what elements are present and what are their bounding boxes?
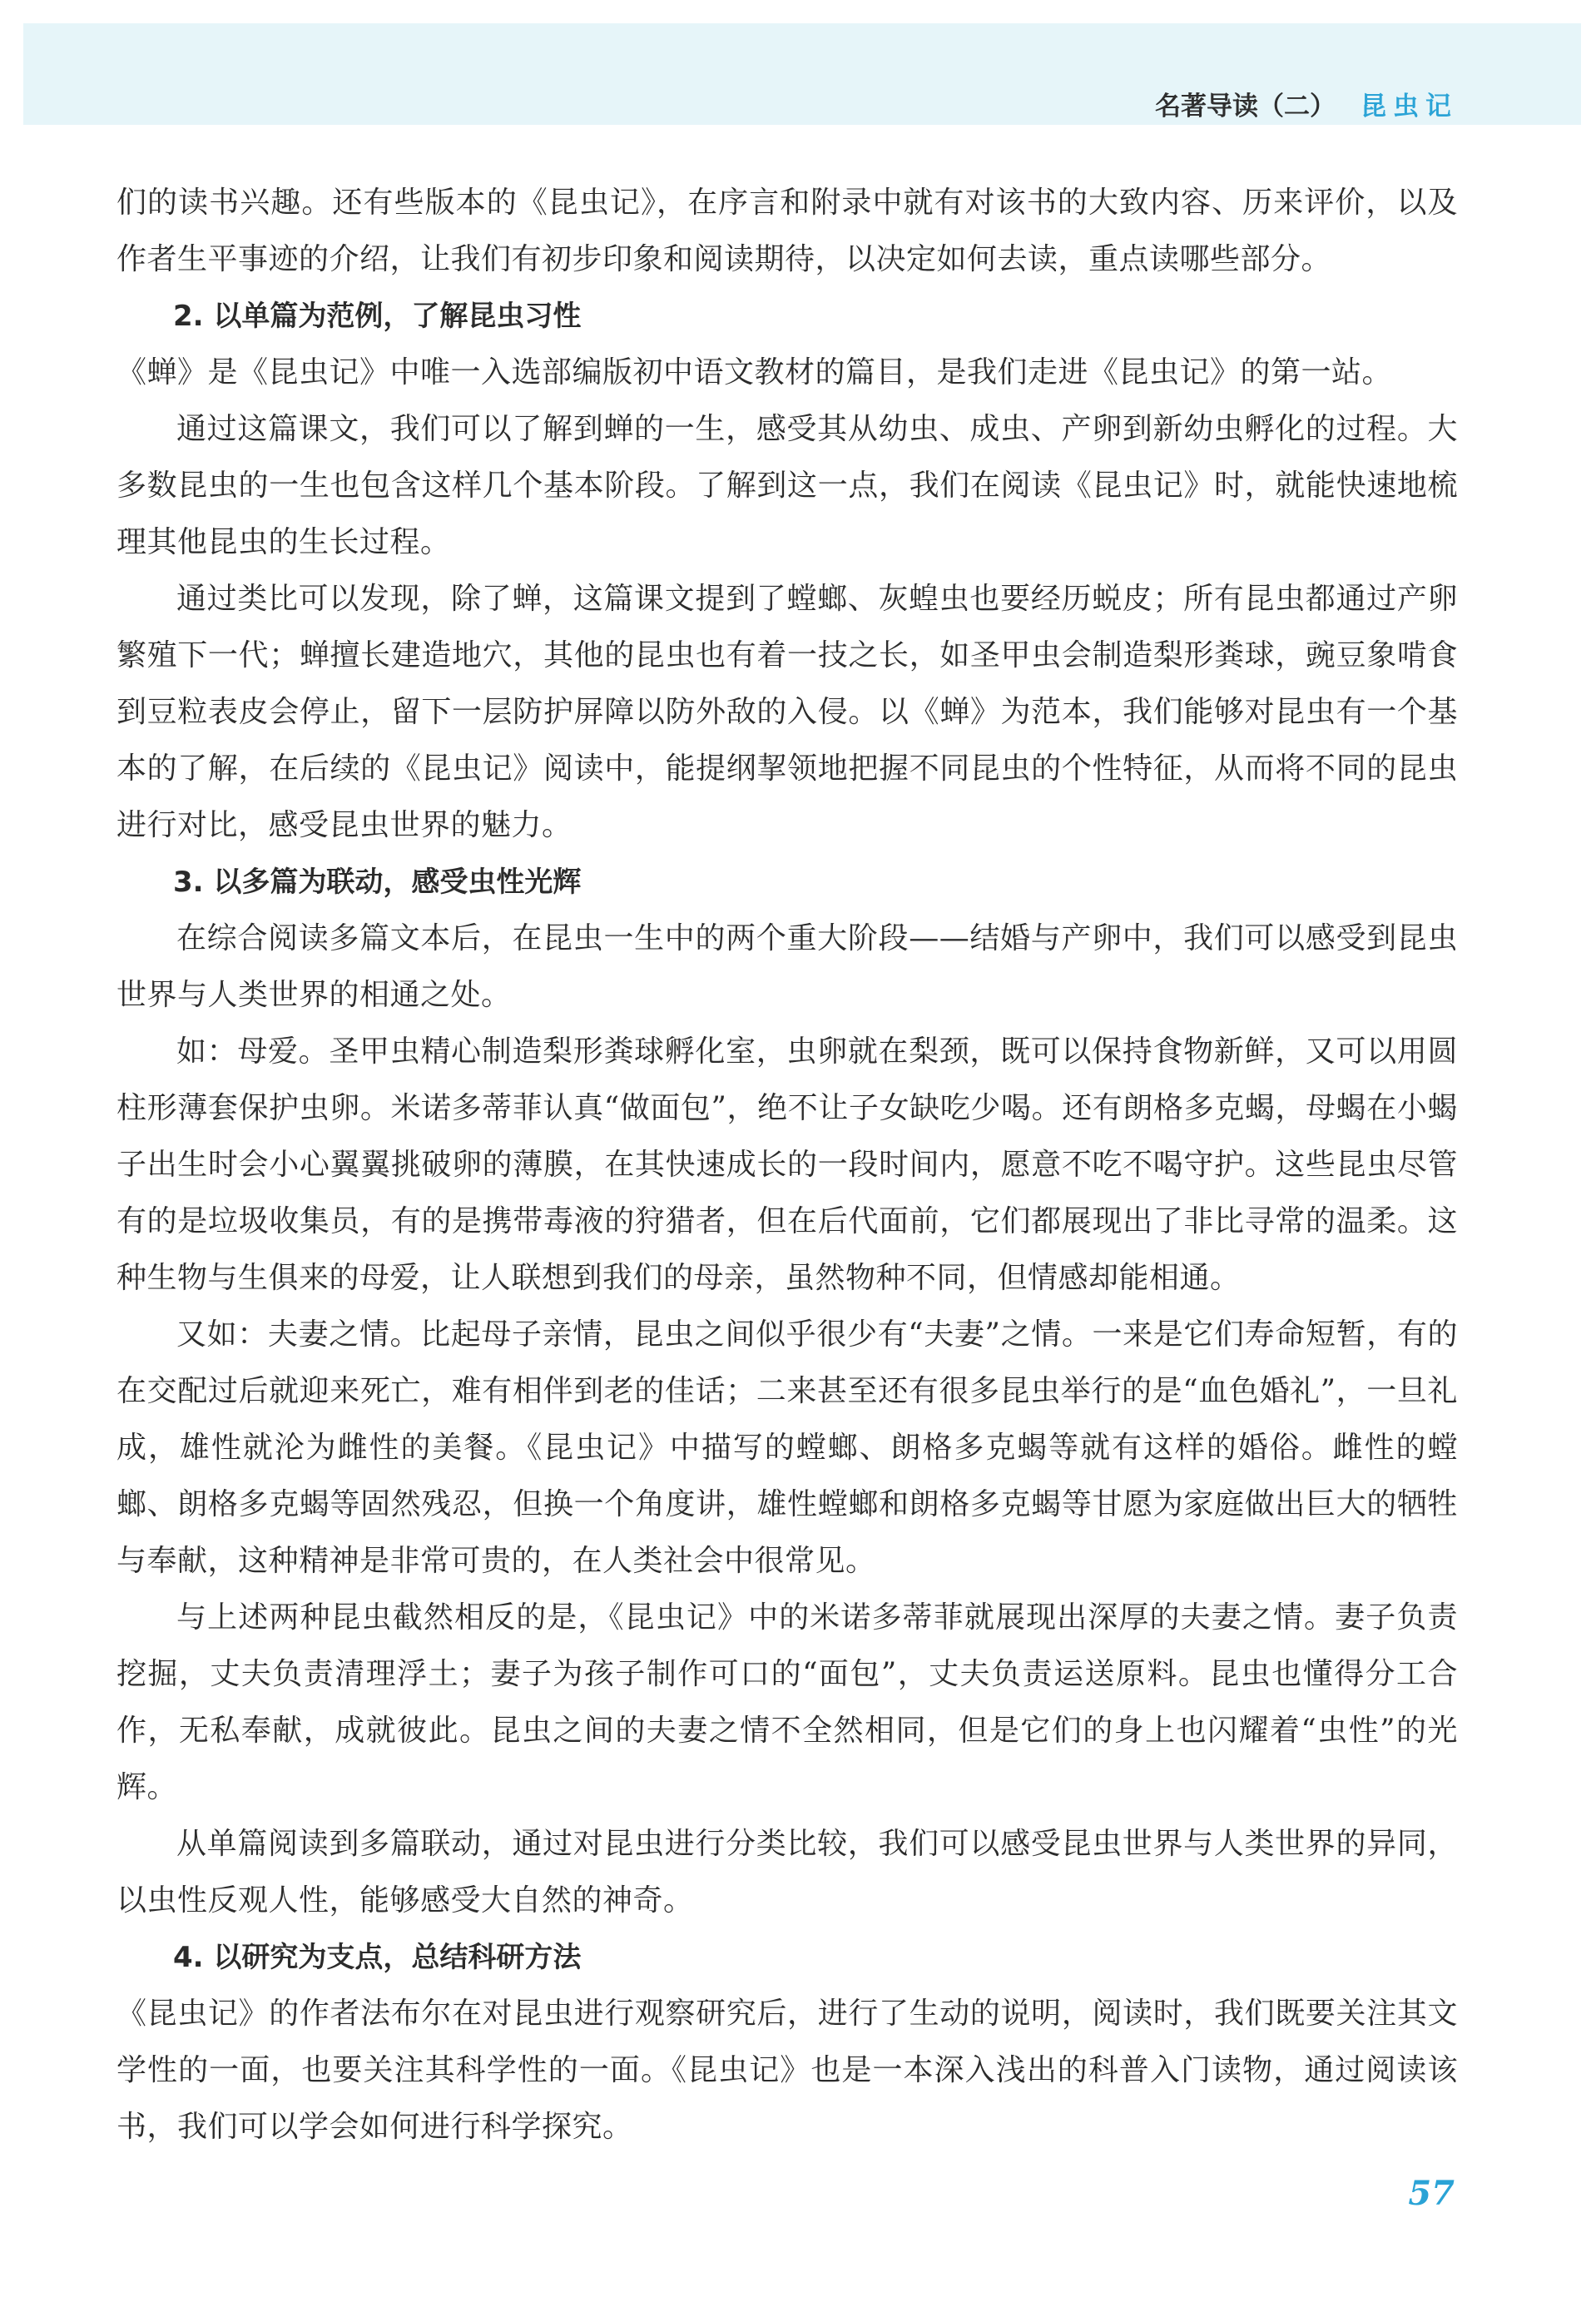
paragraph: 《昆虫记》的作者法布尔在对昆虫进行观察研究后，进行了生动的说明，阅读时，我们既要关注其文学性的一面，也要关注其科学性的一面。《昆虫记》也是一本深入浅出的科普入门读物，通过阅读该书，我们可以学会如何进行科学探究。	[116, 1997, 1458, 2144]
paragraph: 在综合阅读多篇文本后，在昆虫一生中的两个重大阶段——结婚与产卵中，我们可以感受到昆虫世界与人类世界的相通之处。	[116, 921, 1458, 1012]
page-body	[116, 175, 1458, 2156]
header-book-title: 昆虫记	[1361, 92, 1458, 122]
paragraph: 通过类比可以发现，除了蝉，这篇课文提到了螳螂、灰蝗虫也要经历蜕皮；所有昆虫都通过产卵繁殖下一代；蝉擅长建造地穴，其他的昆虫也有着一技之长，如圣甲虫会制造梨形粪球，豌豆象啃食到豆粒表皮会停止，留下一层防护屏障以防外敌的入侵。以《蝉》为范本，我们能够对昆虫有一个基本的了解，在后续的《昆虫记》阅读中，能提纲挈领地把握不同昆虫的个性特征，从而将不同的昆虫进行对比，感受昆虫世界的魅力。	[116, 582, 1458, 842]
paragraph: 《蝉》是《昆虫记》中唯一入选部编版初中语文教材的篇目，是我们走进《昆虫记》的第一站。	[116, 355, 1393, 389]
paragraph: 从单篇阅读到多篇联动，通过对昆虫进行分类比较，我们可以感受昆虫世界与人类世界的异同，以虫性反观人性，能够感受大自然的神奇。	[116, 1827, 1458, 1918]
page-number: 57	[1408, 2174, 1455, 2213]
header-section: 名著导读（二）	[1155, 92, 1336, 122]
section-heading-3: 3. 以多篇为联动，感受虫性光辉	[173, 866, 582, 899]
section-heading-2: 2. 以单篇为范例，了解昆虫习性	[173, 300, 582, 333]
paragraph-continued: 们的读书兴趣。还有些版本的《昆虫记》，在序言和附录中就有对该书的大致内容、历来评价，以及作者生平事迹的介绍，让我们有初步印象和阅读期待，以决定如何去读，重点读哪些部分。	[116, 186, 1458, 276]
paragraph: 与上述两种昆虫截然相反的是，《昆虫记》中的米诺多蒂菲就展现出深厚的夫妻之情。妻子负责挖掘，丈夫负责清理浮土；妻子为孩子制作可口的“面包”，丈夫负责运送原料。昆虫也懂得分工合作，无私奉献，成就彼此。昆虫之间的夫妻之情不全然相同，但是它们的身上也闪耀着“虫性”的光辉。	[116, 1600, 1458, 1804]
running-header	[1155, 85, 1458, 122]
paragraph: 通过这篇课文，我们可以了解到蝉的一生，感受其从幼虫、成虫、产卵到新幼虫孵化的过程。大多数昆虫的一生也包含这样几个基本阶段。了解到这一点，我们在阅读《昆虫记》时，就能快速地梳理其他昆虫的生长过程。	[116, 412, 1458, 559]
paragraph: 又如：夫妻之情。比起母子亲情，昆虫之间似乎很少有“夫妻”之情。一来是它们寿命短暂，有的在交配过后就迎来死亡，难有相伴到老的佳话；二来甚至还有很多昆虫举行的是“血色婚礼”，一旦礼成，雄性就沦为雌性的美餐。《昆虫记》中描写的螳螂、朗格多克蝎等就有这样的婚俗。雌性的螳螂、朗格多克蝎等固然残忍，但换一个角度讲，雄性螳螂和朗格多克蝎等甘愿为家庭做出巨大的牺牲与奉献，这种精神是非常可贵的，在人类社会中很常见。	[116, 1317, 1458, 1578]
section-heading-4: 4. 以研究为支点，总结科研方法	[173, 1941, 582, 1974]
paragraph: 如：母爱。圣甲虫精心制造梨形粪球孵化室，虫卵就在梨颈，既可以保持食物新鲜，又可以用圆柱形薄套保护虫卵。米诺多蒂菲认真“做面包”，绝不让子女缺吃少喝。还有朗格多克蝎，母蝎在小蝎子出生时会小心翼翼挑破卵的薄膜，在其快速成长的一段时间内，愿意不吃不喝守护。这些昆虫尽管有的是垃圾收集员，有的是携带毒液的狩猎者，但在后代面前，它们都展现出了非比寻常的温柔。这种生物与生俱来的母爱，让人联想到我们的母亲，虽然物种不同，但情感却能相通。	[116, 1034, 1458, 1295]
